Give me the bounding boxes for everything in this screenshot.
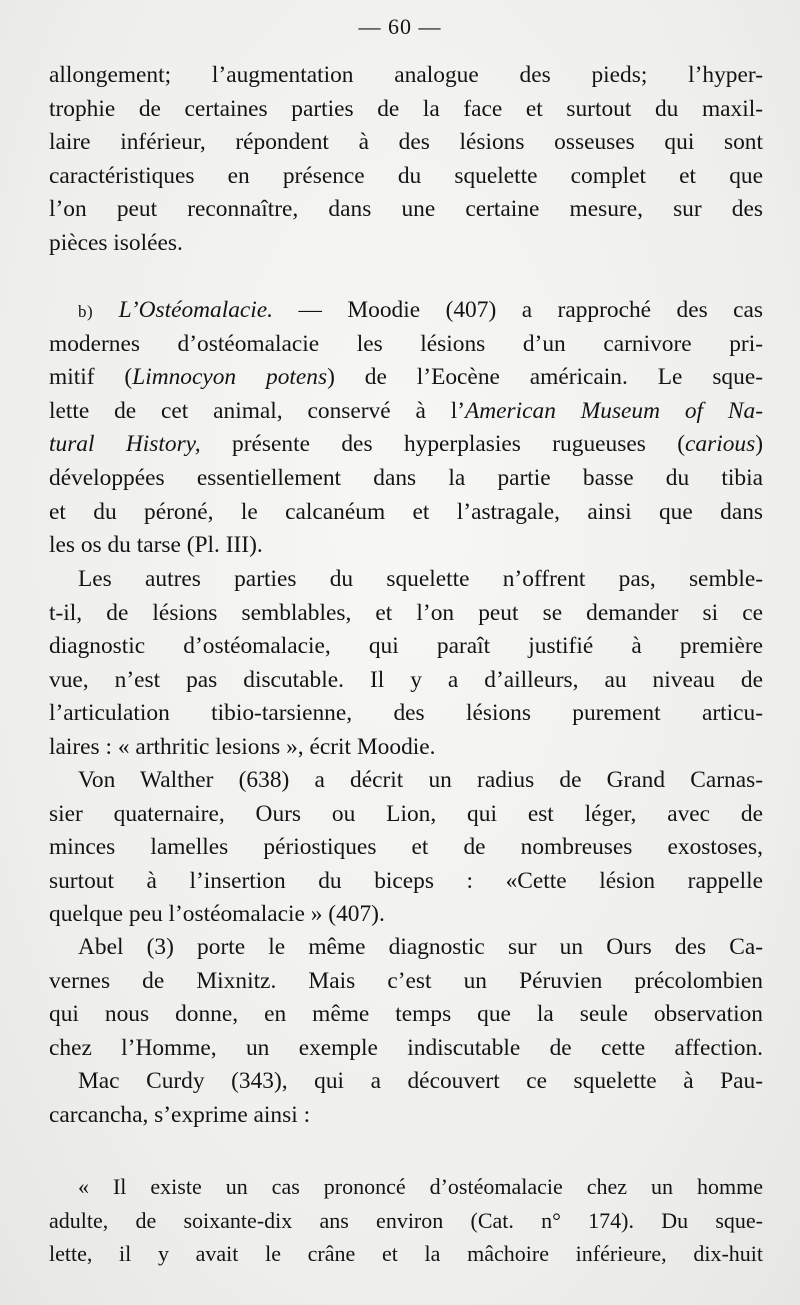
text-line: Mac Curdy (343), qui a découvert ce squelette à Pau-: [78, 1068, 763, 1094]
block-quote: [49, 1170, 763, 1271]
text-fragment: présente des hyperplasies rugueuses (: [200, 431, 686, 458]
text-line: Von Walther (638) a décrit un radius de Grand Carnas-: [78, 767, 763, 793]
species-name: Limnocyon potens: [132, 364, 328, 391]
paragraph-5: [49, 931, 763, 1065]
page-number: — 60 —: [358, 14, 442, 39]
text-line: l’on peut reconnaître, dans une certaine mesure, sur des: [49, 196, 763, 223]
text-line: Les autres parties du squelette n’offrent pas, semble-: [78, 566, 763, 592]
text-fragment: lette de cet animal, conservé à l’: [49, 397, 465, 424]
paragraph-1: [49, 59, 763, 261]
paragraph-3: [49, 563, 763, 765]
text-line: allongement; l’augmentation analogue des pieds; l’hyper-: [49, 62, 763, 88]
text-line: sier quaternaire, Ours ou Lion, qui est léger, avec de: [49, 800, 763, 827]
text-line: qui nous donne, en même temps que la seule observation: [49, 1001, 763, 1028]
text-line: vue, n’est pas discutable. Il y a d’ailleurs, au niveau de: [49, 666, 763, 693]
text-line: caractéristiques en présence du squelette complet et que: [49, 162, 763, 189]
text-fragment: ) de l’Eocène américain. Le sque-: [327, 364, 763, 391]
text-line: diagnostic d’ostéomalacie, qui paraît justifié à première: [49, 633, 763, 660]
text-line: [49, 428, 763, 462]
text-line: chez l’Homme, un exemple indiscutable de cette affection.: [49, 1034, 763, 1061]
text-line: développées essentiellement dans la partie basse du tibia: [49, 464, 763, 491]
text-line: laires : « arthritic lesions », écrit Moodie.: [49, 733, 436, 760]
text-line: laire inférieur, répondent à des lésions osseuses qui sont: [49, 129, 763, 156]
text-line: [49, 395, 763, 429]
museum-name: American Museum of Na-: [464, 397, 763, 424]
section-heading-line: [49, 294, 763, 328]
quote-line: « Il existe un cas prononcé d’ostéomalacie chez un homme: [78, 1174, 763, 1199]
paragraph-osteomalacie: [49, 294, 763, 563]
text-line: et du péroné, le calcanéum et l’astragale, ainsi que dans: [49, 498, 763, 525]
section-label: b): [78, 302, 94, 321]
text-fragment: ): [755, 431, 763, 458]
section-title: L’Ostéomalacie.: [118, 297, 274, 323]
text-fragment: mitif (: [49, 364, 133, 391]
paragraph-4: [49, 764, 763, 932]
text-line: quelque peu l’ostéomalacie » (407).: [49, 901, 385, 928]
text-fragment: — Moodie (407) a rapproché des cas: [273, 297, 763, 323]
quote-line: lette, il y avait le crâne et la mâchoire inférieure, dix-huit: [49, 1241, 763, 1267]
text-line: l’articulation tibio-tarsienne, des lésions purement articu-: [49, 700, 763, 727]
text-line: [49, 361, 763, 395]
text-line: vernes de Mixnitz. Mais c’est un Péruvien précolombien: [49, 967, 763, 994]
text-line: t-il, de lésions semblables, et l’on peut se demander si ce: [49, 599, 763, 626]
quote-line: adulte, de soixante-dix ans environ (Cat. n° 174). Du sque-: [49, 1207, 763, 1233]
text-line: modernes d’ostéomalacie les lésions d’un carnivore pri-: [49, 330, 763, 357]
museum-name: tural History,: [49, 431, 201, 458]
text-line: Abel (3) porte le même diagnostic sur un Ours des Ca-: [78, 934, 763, 960]
term-carious: carious: [685, 431, 756, 458]
text-line: trophie de certaines parties de la face et surtout du maxil-: [49, 95, 763, 122]
text-line: surtout à l’insertion du biceps : «Cette lésion rappelle: [49, 867, 763, 894]
text-line: carcancha, s’exprime ainsi :: [49, 1101, 311, 1128]
paragraph-6: [49, 1065, 763, 1132]
text-line: minces lamelles périostiques et de nombreuses exostoses,: [49, 834, 763, 861]
text-line: pièces isolées.: [49, 229, 183, 256]
text-line: les os du tarse (Pl. III).: [49, 532, 263, 559]
